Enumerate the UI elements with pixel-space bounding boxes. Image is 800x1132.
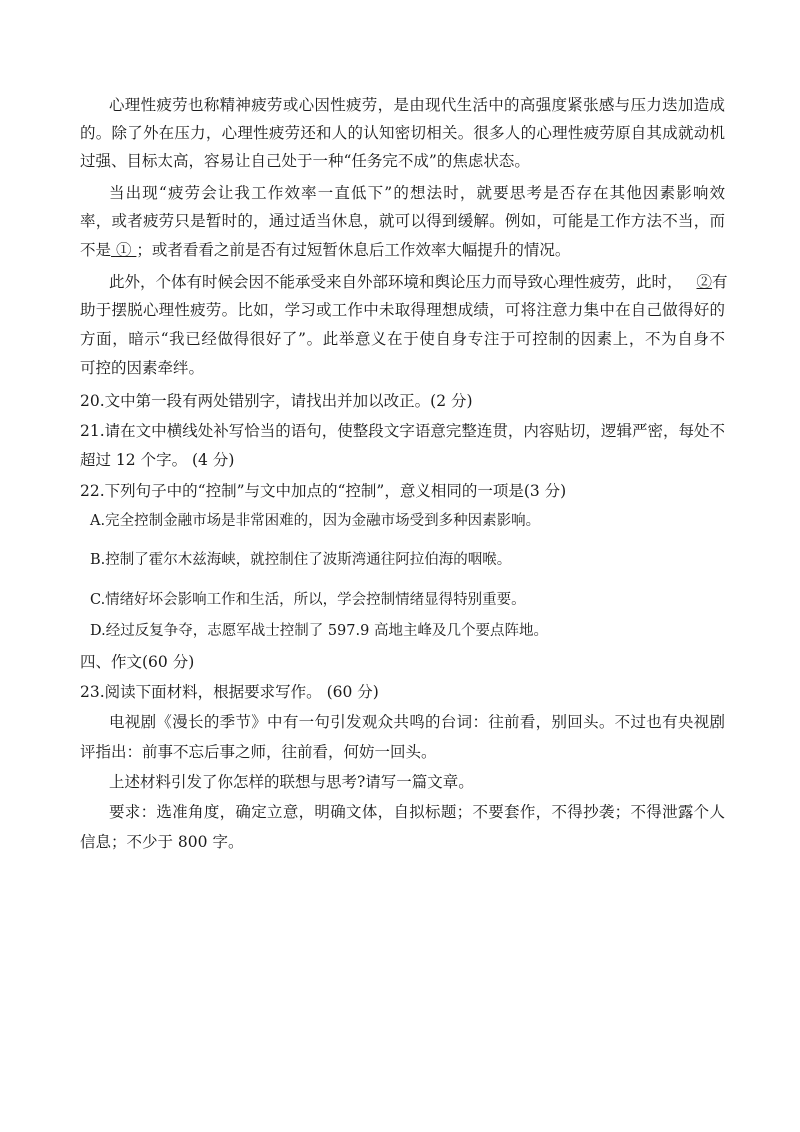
material-line2: 评指出：前事不忘后事之师，往前看，何妨一回头。 <box>80 743 437 761</box>
question-21-line1: 21.请在文中横线处补写恰当的语句，使整段文字语意完整连贯，内容贴切，逻辑严密，每处不 <box>80 422 725 440</box>
passage-p3-line3: 方面，暗示“我已经做得很好了”。此举意义在于使自身专注于可控制的因素上，不为自身不 <box>80 330 725 348</box>
p2-line3-after: ；或者看看之前是否有过短暂休息后工作效率大幅提升的情况。 <box>136 241 571 259</box>
p3-line1-before: 此外，个体有时候会因不能承受来自外部环境和舆论压力而导致心理性疲劳，此时， <box>109 273 683 291</box>
passage-p1-line2: 的。除了外在压力，心理性疲劳还和人的认知密切相关。很多人的心理性疲劳原自其成就动机 <box>80 124 725 142</box>
passage-p2-line2: 率，或者疲劳只是暂时的，通过适当休息，就可以得到缓解。例如，可能是工作方法不当，而 <box>80 212 725 230</box>
requirements-line1: 要求：选准角度，确定立意，明确文体，自拟标题；不要套作，不得抄袭；不得泄露个人 <box>109 803 725 821</box>
passage-p1-line1: 心理性疲劳也称精神疲劳或心因性疲劳，是由现代生活中的高强度紧张感与压力迭加造成 <box>109 96 725 114</box>
passage-p2-line3 <box>80 240 725 260</box>
writing-prompt: 上述材料引发了你怎样的联想与思考?请写一篇文章。 <box>109 773 474 791</box>
question-23: 23.阅读下面材料，根据要求写作。 (60 分) <box>80 683 379 701</box>
section-4-heading: 四、作文(60 分) <box>80 653 195 671</box>
passage-p2-line1: 当出现“疲劳会让我工作效率一直低下”的想法时，就要思考是否存在其他因素影响效 <box>109 184 725 202</box>
passage-p3-line4: 可控的因素牵绊。 <box>80 359 205 377</box>
option-b: B.控制了霍尔木兹海峡，就控制住了波斯湾通往阿拉伯海的咽喉。 <box>90 552 512 568</box>
p2-line3-before: 不是 <box>80 241 112 259</box>
p3-line1-after: 有 <box>712 273 728 291</box>
passage-p3-line2: 助于摆脱心理性疲劳。比如，学习或工作中未取得理想成绩，可将注意力集中在自己做得好的 <box>80 301 725 319</box>
requirements-line2: 信息；不少于 800 字。 <box>80 833 244 851</box>
material-line1: 电视剧《漫长的季节》中有一句引发观众共鸣的台词：往前看，别回头。不过也有央视剧 <box>109 713 725 731</box>
blank-1: ① <box>115 241 132 259</box>
question-20: 20.文中第一段有两处错别字，请找出并加以改正。(2 分) <box>80 392 473 410</box>
option-a: A.完全控制金融市场是非常困难的，因为金融市场受到多种因素影响。 <box>90 513 541 529</box>
option-c: C.情绪好坏会影响工作和生活，所以，学会控制情绪显得特别重要。 <box>90 592 526 608</box>
question-21-line2: 超过 12 个字。 (4 分) <box>80 451 235 469</box>
passage-p3-line1 <box>109 272 728 292</box>
blank-2: ② <box>696 273 713 291</box>
question-22: 22.下列句子中的“控制”与文中加点的“控制”，意义相同的一项是(3 分) <box>80 482 567 500</box>
passage-p1-line3: 过强、目标太高，容易让自己处于一种“任务完不成”的焦虑状态。 <box>80 152 530 170</box>
option-d: D.经过反复争夺，志愿军战士控制了 597.9 高地主峰及几个要点阵地。 <box>90 623 548 639</box>
